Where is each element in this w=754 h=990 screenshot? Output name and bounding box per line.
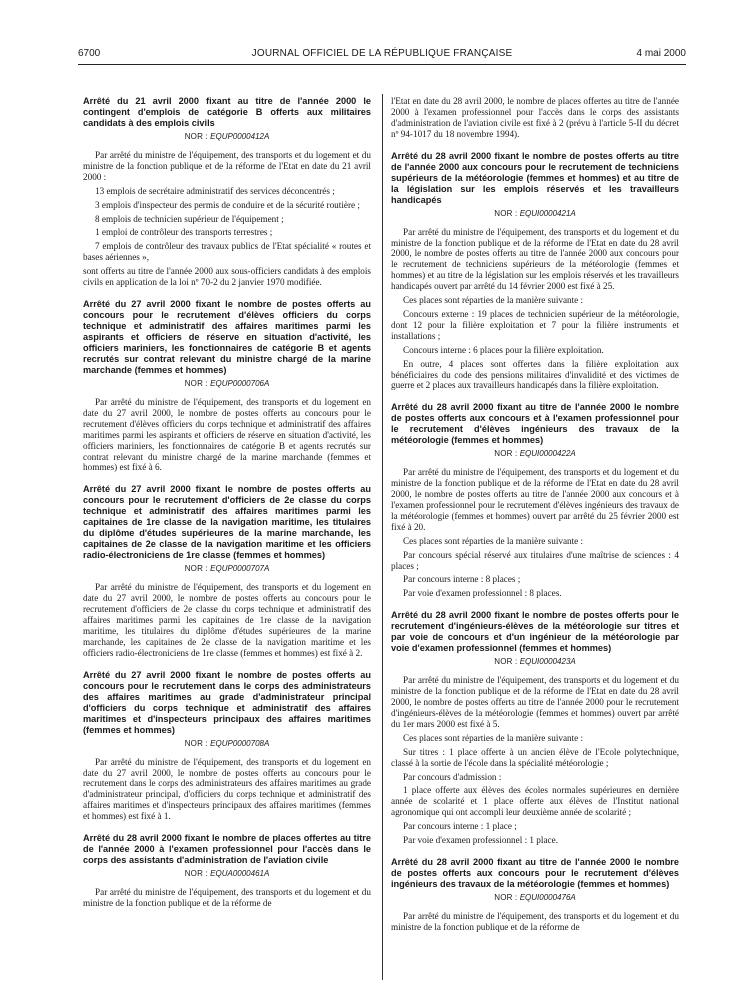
nor-code: EQUP0000706A: [210, 378, 270, 388]
nor-label: NOR :: [494, 449, 518, 459]
paragraph: Par arrêté du ministre de l'équipement, des transports et du logement et du ministre de la fonction publique et de la réforme de: [83, 887, 371, 908]
nor-reference: [83, 739, 371, 748]
paragraph: Par arrêté du ministre de l'équipement, des transports et du logement en date du 27 avril 2000, le nombre de postes offerts au concours pour le recrutement d'élèves officiers du corps technique et administratif des affaires maritimes parmi les aspirants et officiers de réserve en situation d'activité, les officiers mariniers, les fonctionnaires de catégorie B et agents recrutés sur contrat relevant du ministre chargé de la marine marchande (femmes et hommes) est fixé à 6.: [83, 396, 371, 473]
paragraph: Par arrêté du ministre de l'équipement, des transports et du logement et du ministre de la fonction publique et de la réforme de l'Etat en date du 28 avril 2000, le nombre de postes offerts au titre de l'année 2000 pour le recrutement d'ingénieurs-élèves de la météorologie (femmes et hommes) ouvert par arrêté du 1er mars 2000 est fixé à 5.: [391, 675, 679, 729]
paragraph: 1 emploi de contrôleur des transports terrestres ;: [95, 227, 273, 238]
nor-code: EQUI0000422A: [519, 449, 576, 459]
article-title: Arrêté du 21 avril 2000 fixant au titre de l'année 2000 le contingent d'emplois de catégorie B offerts aux militaires candidats à des emplois civils: [83, 96, 371, 128]
article: [83, 299, 371, 473]
paragraph: Par concours d'admission :: [403, 771, 502, 782]
paragraph: En outre, 4 places sont offertes dans la filière exploitation aux bénéficiaires du code des pensions militaires d'invalidité et des victimes de guerre et 2 places aux travailleurs handicapés dans la filière exploitation.: [391, 358, 679, 391]
paragraph: Par arrêté du ministre de l'équipement, des transports et du logement et du ministre de la fonction publique et de la réforme de: [391, 910, 679, 932]
paragraph: Par arrêté du ministre de l'équipement, des transports et du logement et du ministre de la fonction publique et de la réforme de l'Etat en date du 28 avril 2000, le nombre de postes offerts au titre de l'année 2000 aux concours et à l'examen professionnel pour le recrutement d'élèves ingénieurs des travaux de la météorologie (femmes et hommes) ouvert par arrêté du 25 février 2000 est fixé à 20.: [391, 467, 679, 532]
column-divider: [382, 94, 383, 980]
nor-code: EQUP0000412A: [210, 132, 270, 141]
paragraph: Ces places sont réparties de la manière suivante :: [403, 295, 584, 306]
paragraph: Par voie d'examen professionnel : 1 place.: [403, 835, 558, 846]
paragraph: sont offerts au titre de l'année 2000 aux sous-officiers candidats à des emplois civils en application de la loi nº 70-2 du 2 janvier 1970 modifiée.: [83, 266, 371, 288]
paragraph: Concours interne : 6 places pour la filière exploitation.: [403, 344, 604, 355]
nor-reference: [83, 564, 371, 573]
nor-code: EQUI0000476A: [519, 892, 576, 902]
left-column: [83, 96, 371, 984]
article-title: Arrêté du 28 avril 2000 fixant le nombre de postes offerts pour le recrutement d'ingénieurs-élèves de la météorologie sur titres et par voie de concours et d'un ingénieur de la météorologie par voie d'examen professionnel (femmes et hommes): [391, 610, 679, 654]
article-title: Arrêté du 28 avril 2000 fixant le nombre de places offertes au titre de l'année 2000 à l'examen professionnel pour l'accès dans le corps des assistants d'administration de l'aviation civile: [83, 833, 371, 866]
paragraph: 1 place offerte aux élèves des écoles normales supérieures en dernière année de scolarité et 1 place offerte aux élèves de l'Institut national agronomique qui ont accompli leur deuxième année de scolarité ;: [391, 785, 679, 818]
article: [391, 402, 679, 599]
nor-label: NOR :: [494, 657, 518, 667]
article-title: Arrêté du 27 avril 2000 fixant le nombre de postes offerts au concours pour le recrutement dans le corps des administrateurs des affaires maritimes au grade d'administrateur principal d'officiers du corps technique et administratif des affaires maritimes et d'inspecteurs principaux des affaires maritimes (femmes et hommes): [83, 669, 371, 735]
nor-code: EQUI0000421A: [519, 208, 576, 218]
paragraph: Ces places sont réparties de la manière suivante :: [403, 535, 584, 546]
issue-date: 4 mai 2000: [636, 48, 686, 59]
article: [391, 151, 679, 392]
nor-code: EQUA0000461A: [210, 869, 270, 879]
nor-reference: [391, 657, 679, 666]
article: [391, 610, 679, 846]
page-header: [78, 48, 686, 65]
article-title: Arrêté du 27 avril 2000 fixant le nombre de postes offerts au concours pour le recrutement d'officiers de 2e classe du corps technique et administratif des affaires maritimes parmi les capitaines de 1re classe de la navigation maritime, les titulaires du diplôme d'études supérieures de la marine marchande, les capitaines de 2e classe de la navigation maritime et les officiers radio-électroniciens de 1re classe (femmes et hommes): [83, 484, 371, 561]
paragraph: 3 emplois d'inspecteur des permis de conduire et de la sécurité routière ;: [95, 199, 360, 210]
nor-label: NOR :: [494, 208, 518, 218]
nor-code: EQUP0000707A: [210, 564, 270, 574]
paragraph: 13 emplois de secrétaire administratif des services déconcentrés ;: [95, 185, 335, 196]
nor-code: EQUI0000423A: [519, 657, 576, 667]
nor-label: NOR :: [184, 132, 208, 141]
nor-reference: [83, 132, 371, 141]
nor-reference: [391, 209, 679, 218]
nor-label: NOR :: [184, 378, 208, 388]
paragraph: Par arrêté du ministre de l'équipement, des transports et du logement et du ministre de la fonction publique et de la réforme de l'Etat en date du 28 avril 2000, le nombre de postes offerts au titre de l'année 2000 aux concours pour le recrutement de techniciens supérieurs de la météorologie (femmes et hommes) et au titre de la législation sur les emplois réservés et les travailleurs handicapés ouvert par arrêté du 14 février 2000 est fixé à 25.: [391, 226, 679, 292]
article-title: Arrêté du 28 avril 2000 fixant au titre de l'année 2000 le nombre de postes offerts aux concours pour le recrutement d'élèves ingénieurs des travaux de la météorologie (femmes et hommes): [391, 856, 679, 889]
paragraph: Par arrêté du ministre de l'équipement, des transports et du logement et du ministre de la fonction publique et de la réforme de l'Etat en date du 21 avril 2000 :: [83, 150, 371, 182]
nor-label: NOR :: [494, 892, 518, 902]
article: [83, 96, 371, 288]
article: [83, 484, 371, 658]
nor-code: EQUP0000708A: [210, 738, 270, 748]
paragraph: Ces places sont réparties de la manière suivante :: [403, 732, 584, 743]
article-title: Arrêté du 28 avril 2000 fixant au titre de l'année 2000 le nombre de postes offerts aux concours et à l'examen professionnel pour le recrutement d'élèves ingénieurs des travaux de la météorologie (femmes et hommes): [391, 402, 679, 446]
paragraph: 8 emplois de technicien supérieur de l'équipement ;: [95, 213, 284, 224]
paragraph: Par arrêté du ministre de l'équipement, des transports et du logement en date du 27 avril 2000, le nombre de postes offerts au concours pour le recrutement d'officiers de 2e classe du corps technique et administratif des affaires maritimes parmi les capitaines de 1re classe de la navigation maritime, les titulaires du diplôme d'études supérieures de la marine marchande, les capitaines de 2e classe de la navigation maritime et les officiers radio-électroniciens de 1re classe (femmes et hommes) est fixé à 2.: [83, 582, 371, 658]
continued-paragraph: l'Etat en date du 28 avril 2000, le nombre de places offertes au titre de l'année 2000 à l'examen professionnel pour l'accès dans le corps des assistants d'administration de l'aviation civile est fixé à 2 (prévu à l'article 5-II du décret nº 94-1017 du 18 novembre 1994).: [391, 96, 679, 139]
nor-label: NOR :: [184, 738, 208, 748]
page-number: 6700: [78, 48, 101, 59]
paragraph: Concours externe : 19 places de technicien supérieur de la météorologie, dont 12 pour la filière exploitation et 7 pour la filière instruments et installations ;: [391, 308, 679, 341]
article-title: Arrêté du 27 avril 2000 fixant le nombre de postes offerts au concours pour le recrutement d'élèves officiers du corps technique et administratif des affaires maritimes parmi les aspirants et officiers de réserve en situation d'activité, les officiers mariniers, les fonctionnaires de catégorie B et agents recrutés sur contrat relevant du ministre chargé de la marine marchande (femmes et hommes): [83, 298, 371, 375]
paragraph: Par concours interne : 8 places ;: [403, 574, 521, 585]
article-title: Arrêté du 28 avril 2000 fixant le nombre de postes offerts au titre de l'année 2000 aux concours pour le recrutement de techniciens supérieurs de la météorologie (femmes et hommes) et au titre de la législation sur les emplois réservés et les travailleurs handicapés: [391, 150, 679, 205]
paragraph: Par concours interne : 1 place ;: [403, 821, 517, 832]
paragraph: Par arrêté du ministre de l'équipement, des transports et du logement en date du 27 avril 2000, le nombre de postes offerts au concours pour le recrutement dans le corps des administrateurs des affaires maritimes au grade d'administrateur principal, d'officiers du corps technique et administratif des affaires maritimes et d'inspecteurs principaux des affaires maritimes (femmes et hommes) est fixé à 1.: [83, 756, 371, 822]
article: [391, 857, 679, 933]
paragraph: Par voie d'examen professionnel : 8 places.: [403, 588, 562, 599]
nor-label: NOR :: [184, 869, 208, 879]
nor-reference: [83, 379, 371, 388]
paragraph: Par concours spécial réservé aux titulaires d'une maîtrise de sciences : 4 places ;: [391, 549, 679, 571]
nor-reference: [391, 893, 679, 902]
nor-reference: [83, 869, 371, 878]
article: [83, 670, 371, 822]
article: [83, 833, 371, 909]
nor-label: NOR :: [184, 564, 208, 574]
right-column: [391, 96, 679, 984]
paragraph: 7 emplois de contrôleur des travaux publics de l'Etat spécialité « routes et bases aériennes »,: [83, 241, 371, 263]
paragraph: Sur titres : 1 place offerte à un ancien élève de l'Ecole polytechnique, classé à la sortie de l'école dans la spécialité météorologie ;: [391, 746, 679, 768]
nor-reference: [391, 449, 679, 458]
journal-title: JOURNAL OFFICIEL DE LA RÉPUBLIQUE FRANÇAISE: [251, 48, 513, 59]
